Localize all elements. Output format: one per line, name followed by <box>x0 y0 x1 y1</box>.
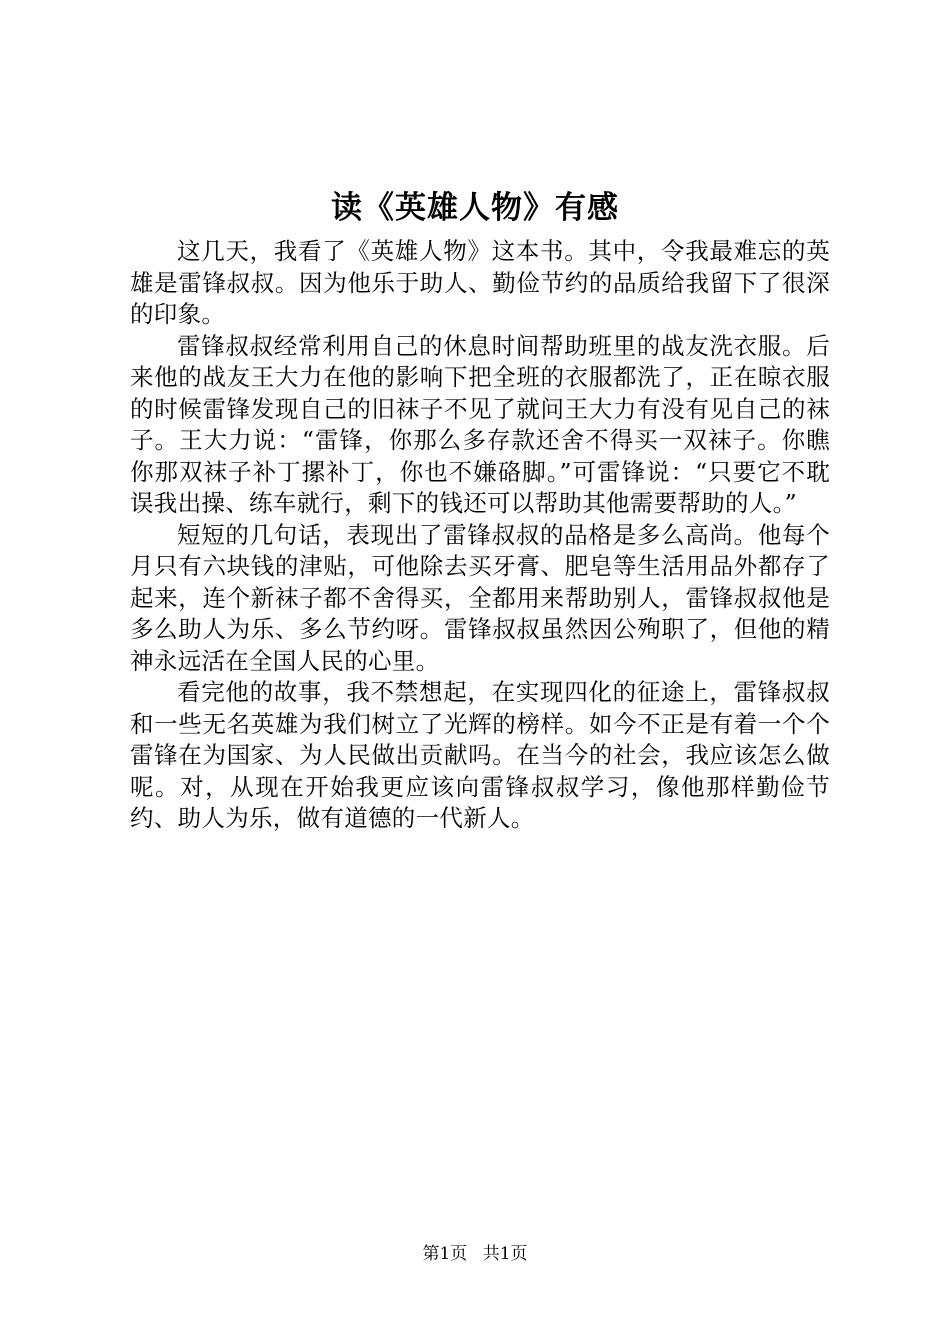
paragraph: 看完他的故事，我不禁想起，在实现四化的征途上，雷锋叔叔和一些无名英雄为我们树立了光辉的榜样。如今不正是有着一个个雷锋在为国家、为人民做出贡献吗。在当今的社会，我应该怎么做呢。对，从现在开始我更应该向雷锋叔叔学习，像他那样勤俭节约、助人为乐，做有道德的一代新人。 <box>130 678 830 832</box>
paragraph: 雷锋叔叔经常利用自己的休息时间帮助班里的战友洗衣服。后来他的战友王大力在他的影响下把全班的衣服都洗了，正在晾衣服的时候雷锋发现自己的旧袜子不见了就问王大力有没有见自己的袜子。王大力说：“雷锋，你那么多存款还舍不得买一双袜子。你瞧你那双袜子补丁摞补丁，你也不嫌硌脚。”可雷锋说：“只要它不耽误我出操、练车就行，剩下的钱还可以帮助其他需要帮助的人。” <box>130 331 830 517</box>
paragraph: 这几天，我看了《英雄人物》这本书。其中，令我最难忘的英雄是雷锋叔叔。因为他乐于助人、勤俭节约的品质给我留下了很深的印象。 <box>130 237 830 328</box>
document-body <box>130 236 830 835</box>
paragraph: 短短的几句话，表现出了雷锋叔叔的品格是多么高尚。他每个月只有六块钱的津贴，可他除去买牙膏、肥皂等生活用品外都存了起来，连个新袜子都不舍得买，全都用来帮助别人，雷锋叔叔他是多么助人为乐、多么节约呀。雷锋叔叔虽然因公殉职了，但他的精神永远活在全国人民的心里。 <box>130 520 830 675</box>
page-total: 共1页 <box>482 1244 528 1264</box>
document-title: 读《英雄人物》有感 <box>331 190 619 226</box>
page-footer <box>0 1242 950 1266</box>
page-number: 第1页 <box>422 1244 468 1264</box>
